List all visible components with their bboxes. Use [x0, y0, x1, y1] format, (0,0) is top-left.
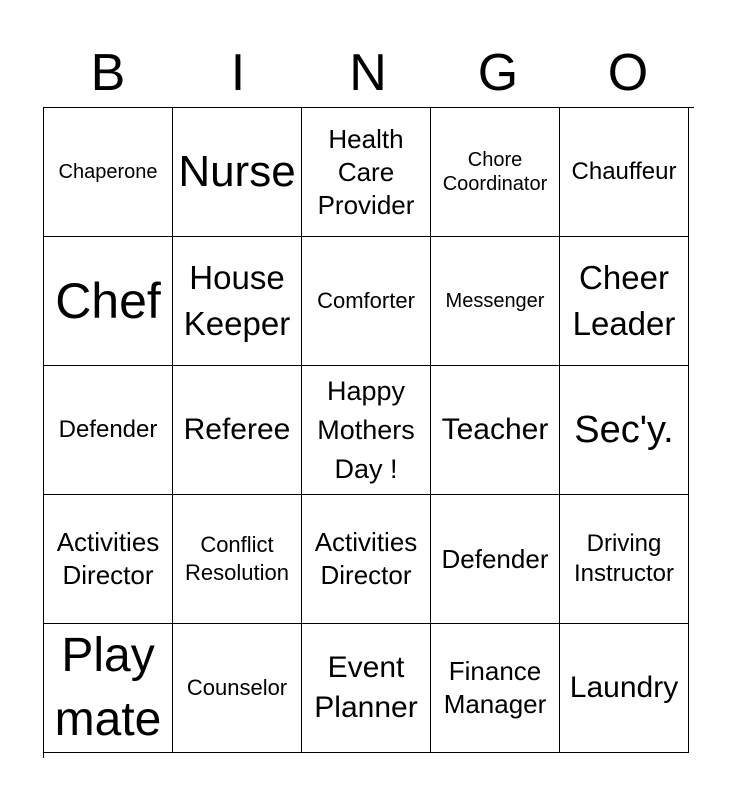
cell-label: Driving Instructor: [573, 530, 675, 587]
bingo-cell[interactable]: [302, 237, 431, 366]
cell-label: Sec'y.: [574, 409, 674, 451]
cell-label: Chore Coordinator: [442, 149, 548, 195]
bingo-cell[interactable]: [173, 237, 302, 366]
cell-label: Activities Director: [56, 527, 160, 590]
cell-label: Comforter: [317, 288, 415, 313]
cell-label: Activities Director: [314, 527, 418, 590]
bingo-cell[interactable]: [431, 237, 560, 366]
cell-label: Health Care Provider: [317, 123, 415, 220]
bingo-header: [43, 40, 693, 106]
bingo-cell[interactable]: [431, 366, 560, 495]
cell-label: Teacher: [441, 413, 549, 446]
header-letter-g: G: [477, 44, 519, 102]
bingo-cell[interactable]: [560, 237, 689, 366]
bingo-cell[interactable]: [431, 108, 560, 237]
cell-label: Chaperone: [58, 161, 158, 183]
header-letter-o: O: [607, 44, 649, 102]
cell-label: Finance Manager: [443, 656, 547, 719]
cell-label: House Keeper: [183, 259, 291, 342]
cell-label: Chauffeur: [571, 158, 677, 185]
cell-label: Happy Mothers Day !: [317, 375, 415, 484]
bingo-cell[interactable]: [44, 495, 173, 624]
header-letter-i: I: [230, 44, 246, 102]
bingo-cell[interactable]: [44, 237, 173, 366]
cell-label: Event Planner: [314, 651, 418, 724]
cell-label: Play mate: [54, 629, 162, 746]
bingo-board: [43, 107, 694, 758]
bingo-cell[interactable]: [560, 108, 689, 237]
cell-label: Defender: [58, 416, 158, 443]
bingo-cell[interactable]: [431, 495, 560, 624]
cell-label: Counselor: [186, 675, 288, 700]
bingo-cell[interactable]: [44, 108, 173, 237]
bingo-cell[interactable]: [44, 624, 173, 753]
cell-label: Conflict Resolution: [185, 532, 289, 585]
bingo-cell[interactable]: [302, 624, 431, 753]
bingo-cell[interactable]: [173, 495, 302, 624]
cell-label: Chef: [55, 273, 161, 329]
bingo-cell[interactable]: [302, 495, 431, 624]
bingo-cell[interactable]: [173, 624, 302, 753]
bingo-cell[interactable]: [173, 108, 302, 237]
bingo-cell[interactable]: [431, 624, 560, 753]
cell-label: Referee: [183, 413, 291, 446]
header-letter-n: N: [349, 44, 387, 102]
bingo-cell[interactable]: [560, 366, 689, 495]
bingo-cell[interactable]: [302, 108, 431, 237]
bingo-cell[interactable]: [44, 366, 173, 495]
cell-label: Messenger: [445, 290, 545, 312]
cell-label: Cheer Leader: [572, 259, 676, 342]
bingo-cell[interactable]: [173, 366, 302, 495]
cell-label: Laundry: [569, 671, 679, 704]
header-letter-b: B: [90, 44, 126, 102]
bingo-cell[interactable]: [302, 366, 431, 495]
bingo-cell[interactable]: [560, 624, 689, 753]
cell-label: Defender: [441, 543, 549, 574]
bingo-cell[interactable]: [560, 495, 689, 624]
cell-label: Nurse: [178, 147, 296, 196]
